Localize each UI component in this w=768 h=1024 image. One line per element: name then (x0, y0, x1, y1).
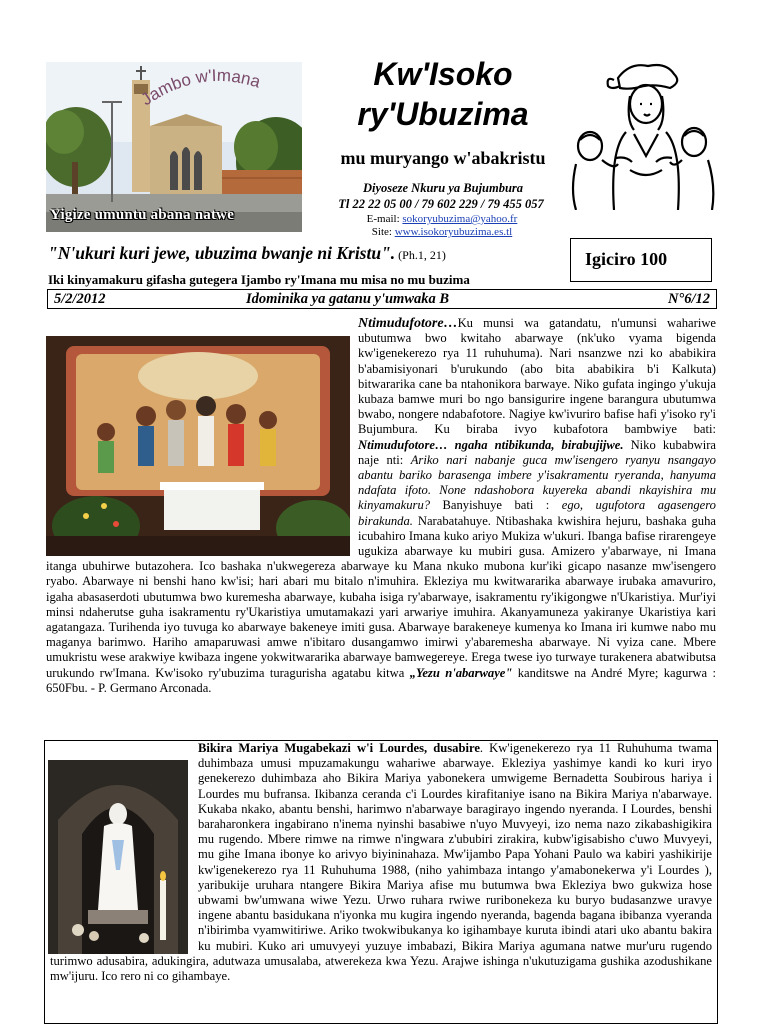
site-label: Site: (371, 226, 395, 238)
phone-numbers: Tl 22 22 05 00 / 79 602 229 / 79 455 057 (338, 197, 544, 211)
diocese-name: Diyoseze Nkuru ya Bujumbura (362, 181, 524, 195)
quote-text: "N'ukuri kuri jewe, ubuzima bwanje ni Kristu". (48, 243, 396, 263)
issue-number: N°6/12 (667, 291, 710, 307)
issue-date: 5/2/2012 (54, 291, 106, 307)
masthead-title-line1: Kw'Isoko (373, 56, 513, 92)
article1-paragraph-a: Ku munsi wa gatandatu, n'umunsi wahariwe ubutumwa bwo kwitaho abarwaye (nk'uko vyama bigenda kw'igenekerezo rya 11 ruhuhuma). Nari nsanzwe nzi ko ababikira b'abamisiyonari b'urukundo (abo bita ababikira b'i Kalkuta) bitwararika cane ba ntahonikora barwaye. Niko gufata ingingo y'ukuja kubaza bamwe muri bo ngo bansigurire ingene barangura ubutumwa bwabo, nongere ndabafotore. Nagiye kw'ivuriro bafise hafi y'isoko ry'i Bujumbura. Ku biraba ivyo kubafotora bambwiye bati: (358, 316, 716, 437)
article1-paragraph-c: Banyishuye bati : (430, 498, 562, 513)
price-box (570, 238, 712, 282)
website-link[interactable]: www.isokoryubuzima.es.tl (394, 226, 513, 238)
article1-paragraph-d: Narabatahuye. Ntibashaka kwishira hejuru, bashaka guha icubahiro Imana kuko ariyo Mukiza w'ukuri. Ibanga bafise rirarengeye ugukiza abarwaye ku mubiri gusa. Amizero y'abarwaye, ni Imana itanga ubuhirwe butazohera. Ico bashaka n'ukwegereza abarwaye ku Mana nkuko mubona kur'iki gicapo nasanze mw'isengero ryabo. Abarwaye ni benshi hano kw'isi; hari abari mu bitalo n'imuhira. Ekleziya mu kwitwararika abarwaye irubaka amavuriro, igaha abasaserdoti ubutumwa bwo kuremesha abarwaye, kubaha isiga ry'abarwaye, isakramentu ry'ikigongwe n'Ukaristiya. Mur'iyi minsi ndaherutse guha isakramentu ry'Ukaristiya umutamakazi yari arwariye imuhira. Akanyamuneza yakiranye Ukaristiya kari agatangaza. Turihenda iyo tuvuga ko abarwaye bakeneye imiti gusa. Abarwaye barakeneye kumenya ko Imana iri kumwe nabo mu maganya barimwo. Hariho amaparuwasi amwe n'ibitaro dusangamwo imirwi y'abaremesha abarwaye. Ni vyiza cane. Mbere umukristu wese arakwiye kwibaza ingene yokwitwararika abarwaye bamwegereye. Erega twese iyo turwaye turakenera abatwibutsa urukundo rw'Imana. Kw'isoko ry'ubuzima turagurisha agatabu kitwa (46, 513, 716, 680)
price-label: Igiciro 100 (585, 249, 668, 269)
issue-dateline (47, 289, 717, 309)
grotto-spacer (50, 741, 198, 953)
masthead-subtitle: mu muryango w'abakristu (340, 148, 546, 168)
article-sick-visit (46, 316, 716, 696)
shepherd-illustration (570, 60, 718, 210)
article1-reply: ego, ugufotora agasengero birakunda. (358, 498, 716, 528)
email-label: E-mail: (366, 213, 403, 225)
article2-body: . Kw'igenekerezo rya 11 Ruhuhuma twama duhimbaza umusi mpuzamakungu wahariwe abarwaye. Ekleziya yashimye kandi ko kuri iryo genekerezo duhimbaza aho Bikira Mariya yabonekera umwigeme Bernadetta Soubirous hariya i Lourdes mu bufransa. Ikibanza ceranda c'i Lourdes kirafitaniye isano na Bikira Mariya n'abarwaye. Kukaba nkako, abantu benshi, harimwo n'abarwaye baragirayo ingendo nyeranda. I Lourdes, benshi baraharonkera ingabirano n'inema nyinshi basabiwe n'uyo Muvyeyi, izo nema nazo zikabashigikira mu rugendo. Mbere rimwe na rimwe n'ingwara z'ububiri zirakira, kubw'igisabisho c'uwo Muvyeyi, mu gihe Imana ibonye ko arivyo biyininahaza. Mw'ijambo Papa Yohani Paulo wa kabiri yashikirije kw'igenekerezo rya 11 Ruhuhuma 1988, (niho yahimbaza intango y'amabonekerwa y'i Lourdes ), yaribukije uruhara ntangere Bikira Mariya afise mu butumwa bwa Ekleziya bwo gukwiza hose ubwami bw'umwana wiwe Yezu. Urwo ruhara rwiwe ruribonekeza ku buryo budasanzwe uravye ingene abantu basidukana n'iyonka mu kugira ingendo nyeranda, bagenda bagana ibibanza vyeranda n'ibirimba vyamwitiriwe. Ariko twokwibukanya ko igihambaye kuruta ibindi atari uko abantu bakira ku mubiri. Kuko ari umuvyeyi yuzuye imbabazi, Bikira Mariya agumana natwe mur'uru rugendo turimwo adusabira, adukingira, adutwaza umusalaba, atwerekeza kwa Yezu. Arajwe ishinga n'ukutuzigama gushika azodushikane mw'ijuru. Ico rero ni co gihambaye. (50, 741, 712, 984)
article1-emphasis: Ntimudufotore… ngaha ntibikunda, birabujijwe. (358, 437, 624, 452)
scripture-quote (48, 243, 446, 264)
article1-lead: Ntimudufotore… (358, 316, 458, 331)
liturgical-sunday: Idominika ya gatanu y'umwaka B (246, 291, 450, 307)
mission-statement: Iki kinyamakuru gifasha gutegera Ijambo ry'Imana mu misa no mu buzima (48, 272, 470, 287)
good-shepherd-drawing (570, 60, 718, 210)
article-lourdes (50, 741, 712, 984)
article2-lead: Bikira Mariya Mugabekazi w'i Lourdes, dusabire (198, 741, 480, 755)
article1-book-title: „Yezu n'abarwaye" (409, 665, 513, 680)
article1-dialogue: Ariko nari nabanje guca mw'isengero ryanyu nsangayo abantu bariko barasenga imbere y'isakramentu ryeranda, hanyuma ndafata ifoto. None ndashobora kuyereka abandi nkayishira mu kinyamakuru? (358, 452, 716, 513)
photo-caption-bottom: Yigize umuntu abana natwe (50, 207, 235, 223)
email-link[interactable]: sokoryubuzima@yahoo.fr (402, 213, 518, 225)
photo-spacer (46, 316, 358, 556)
quote-reference: (Ph.1, 21) (395, 248, 446, 262)
masthead-title-line2: ry'Ubuzima (357, 96, 529, 132)
photo-caption-top: Jambo w'Imana (137, 65, 263, 110)
article1-paragraph-b: Niko kubabwira naje nti: (358, 437, 717, 467)
contact-block (312, 213, 572, 239)
article1-signature: kanditswe na André Myre; kagurwa : 650Fbu. - P. Germano Arconada. (46, 665, 716, 695)
